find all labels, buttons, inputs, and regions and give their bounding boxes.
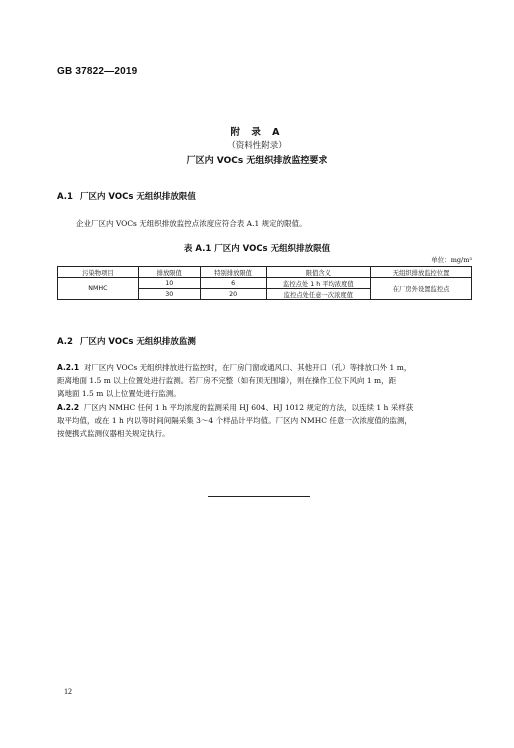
clause-line: 对厂区内 VOCs 无组织排放进行监控时，在厂房门窗或通风口、其他开口（孔）等排放口外 1 m， bbox=[83, 363, 412, 372]
pollutant-cell: NMHC bbox=[58, 278, 139, 300]
special-limit-cell: 20 bbox=[200, 289, 266, 300]
table-row bbox=[58, 278, 472, 289]
table-unit: 单位：mg/m³ bbox=[431, 256, 472, 264]
section-a1-number: A.1 bbox=[57, 192, 73, 202]
clause-number: A.2.2 bbox=[57, 403, 80, 412]
section-a1-title: 厂区内 VOCs 无组织排放限值 bbox=[79, 192, 196, 202]
clause-line: 取平均值，或在 1 h 内以等时间间隔采集 3～4 个样品计平均值。厂区内 NMHC 任意一次浓度值的监测， bbox=[57, 416, 412, 425]
clause-a2-1 bbox=[57, 361, 457, 400]
header-cell: 限值含义 bbox=[266, 267, 371, 278]
clause-a2-2 bbox=[57, 401, 457, 440]
meaning-cell: 监控点处 1 h 平均浓度值 bbox=[266, 278, 371, 289]
limit-cell: 10 bbox=[138, 278, 200, 289]
appendix-nature: （资料性附录） bbox=[227, 141, 287, 151]
special-limit-cell: 6 bbox=[200, 278, 266, 289]
table-header-row bbox=[58, 267, 472, 278]
meaning-cell: 监控点处任意一次浓度值 bbox=[266, 289, 371, 300]
header-cell: 无组织排放监控位置 bbox=[371, 267, 472, 278]
standard-id: GB 37822—2019 bbox=[57, 66, 138, 77]
header-cell: 特别排放限值 bbox=[200, 267, 266, 278]
section-a1-heading bbox=[57, 190, 196, 202]
section-a2-heading bbox=[57, 335, 196, 347]
location-cell: 在厂房外设置监控点 bbox=[371, 278, 472, 300]
header-cell: 污染物项目 bbox=[58, 267, 139, 278]
clause-line: 离地面 1.5 m 以上位置处进行监测。 bbox=[57, 389, 181, 398]
limit-cell: 30 bbox=[138, 289, 200, 300]
clause-line: 按便携式监测仪器相关规定执行。 bbox=[57, 429, 170, 438]
clause-line: 距离地面 1.5 m 以上位置处进行监测。若厂房不完整（如有顶无围墙），则在操作工位下风向 1 m，距 bbox=[57, 376, 397, 385]
section-a2-number: A.2 bbox=[57, 337, 73, 347]
appendix-name: 厂区内 VOCs 无组织排放监控要求 bbox=[186, 156, 328, 166]
section-a1-paragraph: 企业厂区内 VOCs 无组织排放监控点浓度应符合表 A.1 规定的限值。 bbox=[76, 219, 307, 228]
page-number: 12 bbox=[64, 687, 72, 696]
table-caption: 表 A.1 厂区内 VOCs 无组织排放限值 bbox=[183, 244, 331, 254]
section-a2-title: 厂区内 VOCs 无组织排放监测 bbox=[79, 337, 196, 347]
header-cell: 排放限值 bbox=[138, 267, 200, 278]
clause-number: A.2.1 bbox=[57, 363, 80, 372]
limits-table bbox=[57, 266, 472, 300]
end-rule bbox=[208, 496, 310, 497]
clause-line: 厂区内 NMHC 任何 1 h 平均浓度的监测采用 HJ 604、HJ 1012 规定的方法，以连续 1 h 采样获 bbox=[83, 403, 414, 412]
appendix-title: 附 录 A bbox=[230, 127, 284, 138]
